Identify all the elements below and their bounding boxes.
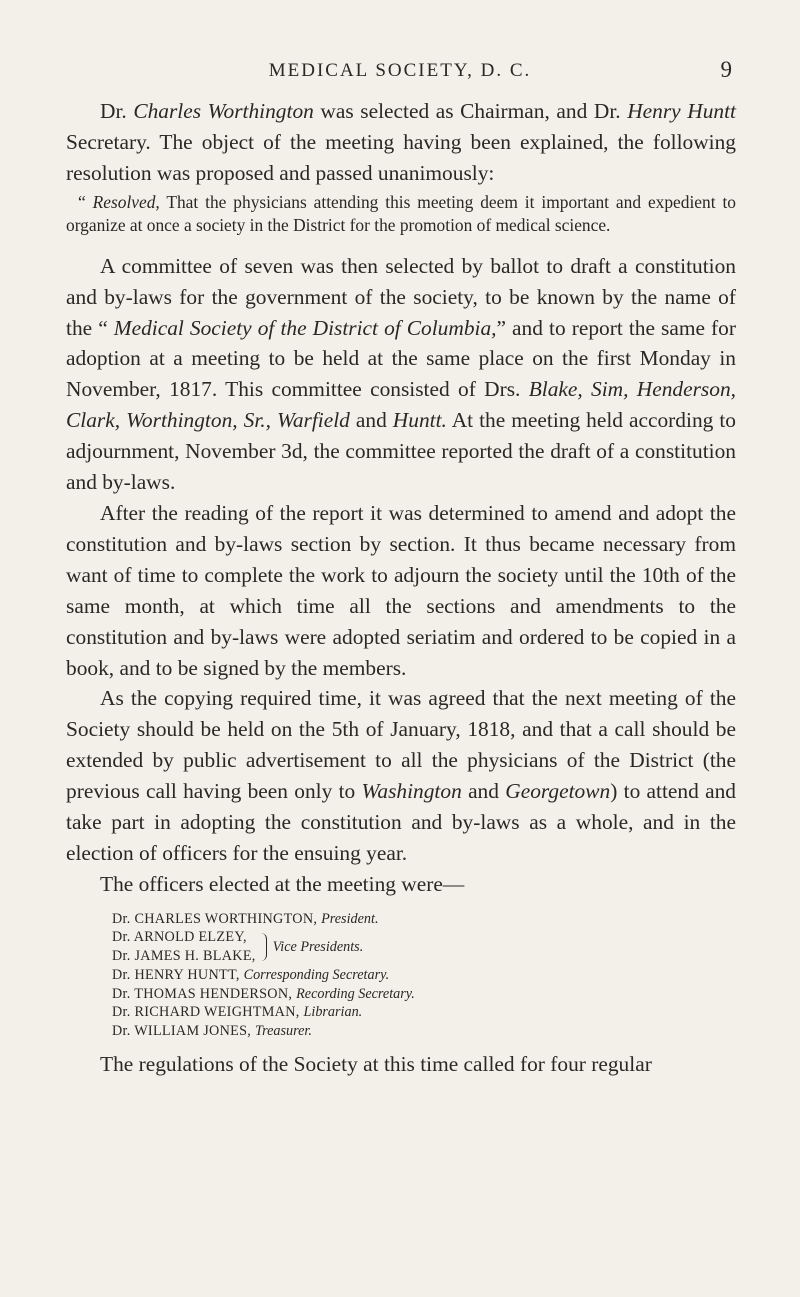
resolution-quote: “ Resolved, That the physicians attending this meeting deem it important and expedient to organize at once a society in the District for the promotion of medical science. xyxy=(66,191,736,235)
brace-icon xyxy=(260,933,267,961)
paragraph-officers-intro: The officers elected at the meeting were— xyxy=(100,871,465,896)
officer-vice-presidents xyxy=(112,928,736,965)
resolved-lead: Resolved, xyxy=(92,191,160,212)
committee-member-last: Huntt. xyxy=(392,408,447,433)
officer-librarian: Dr. RICHARD WEIGHTMAN, Librarian. xyxy=(112,1004,363,1021)
officer-president: Dr. CHARLES WORTHINGTON, President. xyxy=(112,910,379,927)
chairman-name: Charles Worthington xyxy=(133,99,314,123)
place-washington: Washington xyxy=(361,779,462,804)
officer-corresponding-secretary: Dr. HENRY HUNTT, Corresponding Secretary. xyxy=(112,966,390,983)
place-georgetown: Georgetown xyxy=(505,779,611,804)
officers-list xyxy=(66,910,736,1041)
officer-recording-secretary: Dr. THOMAS HENDERSON, Recording Secretary. xyxy=(112,985,415,1002)
running-head xyxy=(0,57,800,90)
page-body xyxy=(66,96,736,1080)
secretary-name: Henry Huntt xyxy=(627,99,736,123)
officer-treasurer: Dr. WILLIAM JONES, Treasurer. xyxy=(112,1022,312,1039)
society-name: Medical Society of the District of Columbia, xyxy=(113,315,497,340)
paragraph-amendments: After the reading of the report it was determined to amend and adopt the constitution and by-laws section by section. It thus became necessary from want of time to complete the work to adjourn the society until the 10th of the same month, at which time all the sections and amendments to the constitution and by-laws were adopted seriatim and ordered to be copied in a book, and to be signed by the members. xyxy=(66,500,736,680)
officer-vp-blake: Dr. JAMES H. BLAKE, xyxy=(112,948,256,965)
paragraph-meeting-organization: Dr. Charles Worthington was selected as Chairman, and Dr. Henry Huntt Secretary. The object of the meeting having been explained, the following resolution was proposed and passed unanimously: xyxy=(66,99,736,185)
paragraph-regulations: The regulations of the Society at this time called for four regular xyxy=(100,1051,652,1076)
officer-vp-elzey: Dr. ARNOLD ELZEY, xyxy=(112,929,247,946)
committee-members: Blake, Sim, Henderson, Clark, Worthington, Sr., Warfield xyxy=(66,377,736,433)
running-head-title: MEDICAL SOCIETY, D. C. xyxy=(268,60,532,81)
vice-presidents-title: Vice Presidents. xyxy=(272,938,364,955)
paragraph-committee: A committee of seven was then selected by ballot to draft a constitution and by-laws for the government of the society, to be known by the name of the “ Medical Society of the District of Columbia,” and to report the same for adoption at a meeting to be held at the same place on the first Monday in November, 1817. This committee consisted of Drs. Blake, Sim, Henderson, Clark, Worthington, Sr., Warfield and Huntt. At the meeting held according to adjournment, November 3d, the committee reported the draft of a constitution and by-laws. xyxy=(66,253,737,495)
paragraph-next-meeting: As the copying required time, it was agreed that the next meeting of the Society should be held on the 5th of January, 1818, and that a call should be extended by public advertisement to all the physicians of the District (the previous call having been only to Washington and Georgetown) to attend and take part in adopting the constitution and by-laws as a whole, and in the election of officers for the ensuing year. xyxy=(66,686,736,865)
page-number: 9 xyxy=(720,57,732,82)
